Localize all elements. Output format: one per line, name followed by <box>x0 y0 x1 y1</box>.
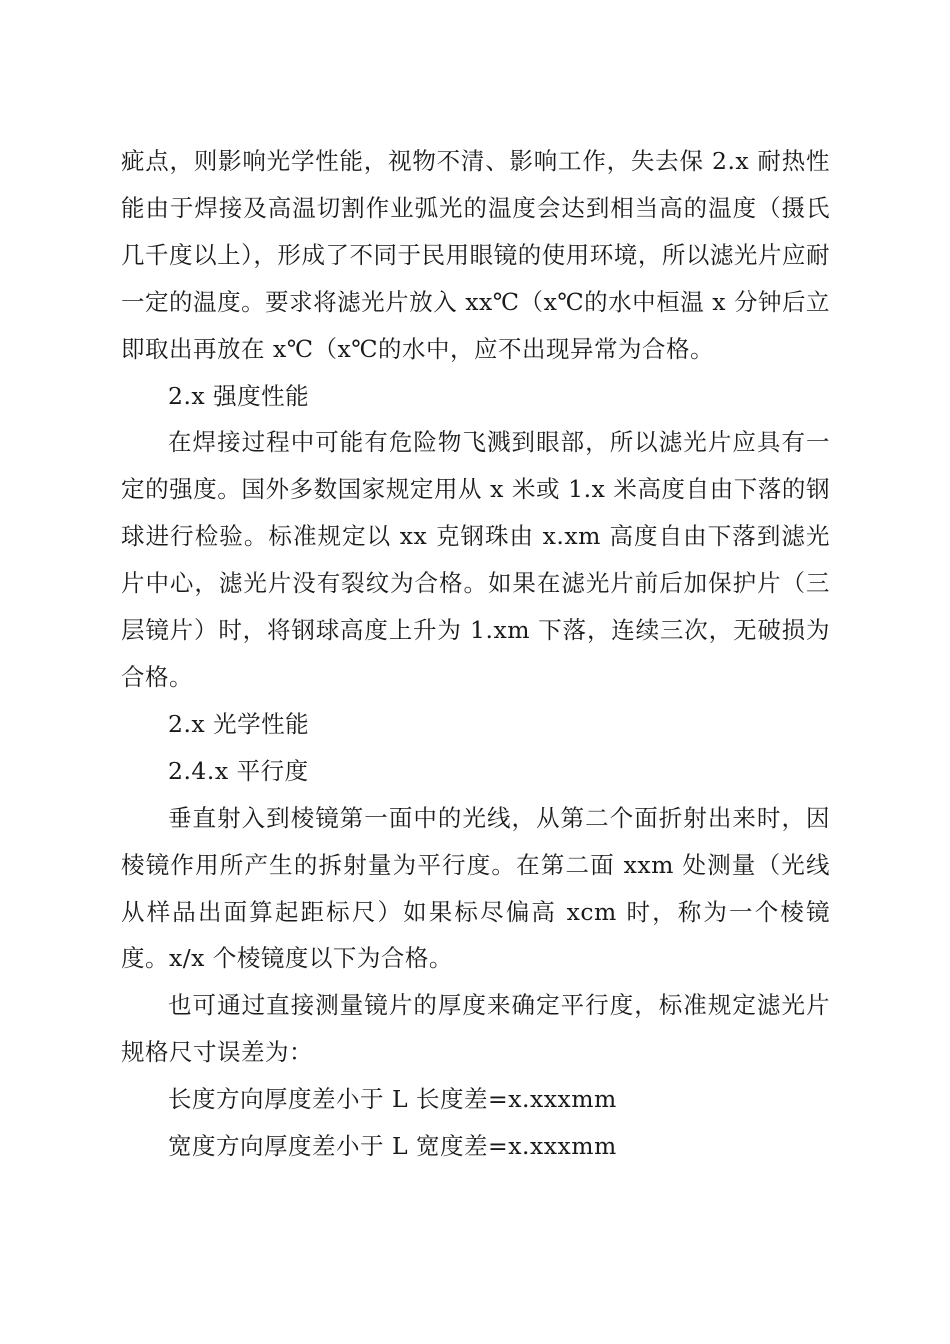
line-width-tolerance: 宽度方向厚度差小于 L 宽度差=x.xxxmm <box>168 1132 617 1161</box>
paragraph-thickness-method: 也可通过直接测量镜片的厚度来确定平行度，标准规定滤光片规格尺寸误差为： <box>121 991 830 1067</box>
document-body <box>121 138 830 1170</box>
paragraph-parallelism: 垂直射入到棱镜第一面中的光线，从第二个面折射出来时，因棱镜作用所产生的拆射量为平行度。在第二面 xxm 处测量（光线从样品出面算起距标尺）如果标尽偏高 xcm 时，称为一个棱镜度。x/x 个棱镜度以下为合格。 <box>121 803 830 973</box>
paragraph-strength: 在焊接过程中可能有危险物飞溅到眼部，所以滤光片应具有一定的强度。国外多数国家规定用从 x 米或 1.x 米高度自由下落的钢球进行检验。标准规定以 xx 克钢珠由 x.xm 高度自由下落到滤光片中心，滤光片没有裂纹为合格。如果在滤光片前后加保护片（三层镜片）时，将钢球高度上升为 1.xm 下落，连续三次，无破损为合格。 <box>121 428 830 691</box>
heading-optical-performance: 2.x 光学性能 <box>168 709 310 738</box>
heading-parallelism: 2.4.x 平行度 <box>168 756 309 785</box>
heading-strength-performance: 2.x 强度性能 <box>168 381 310 410</box>
line-length-tolerance: 长度方向厚度差小于 L 长度差=x.xxxmm <box>168 1085 617 1114</box>
paragraph-heat-resistance: 疵点，则影响光学性能，视物不清、影响工作，失去保 2.x 耐热性能由于焊接及高温切割作业弧光的温度会达到相当高的温度（摄氏几千度以上），形成了不同于民用眼镜的使用环境，所以滤光片应耐一定的温度。要求将滤光片放入 xx℃（x℃的水中桓温 x 分钟后立即取出再放在 x℃（x℃的水中，应不出现异常为合格。 <box>121 147 830 363</box>
